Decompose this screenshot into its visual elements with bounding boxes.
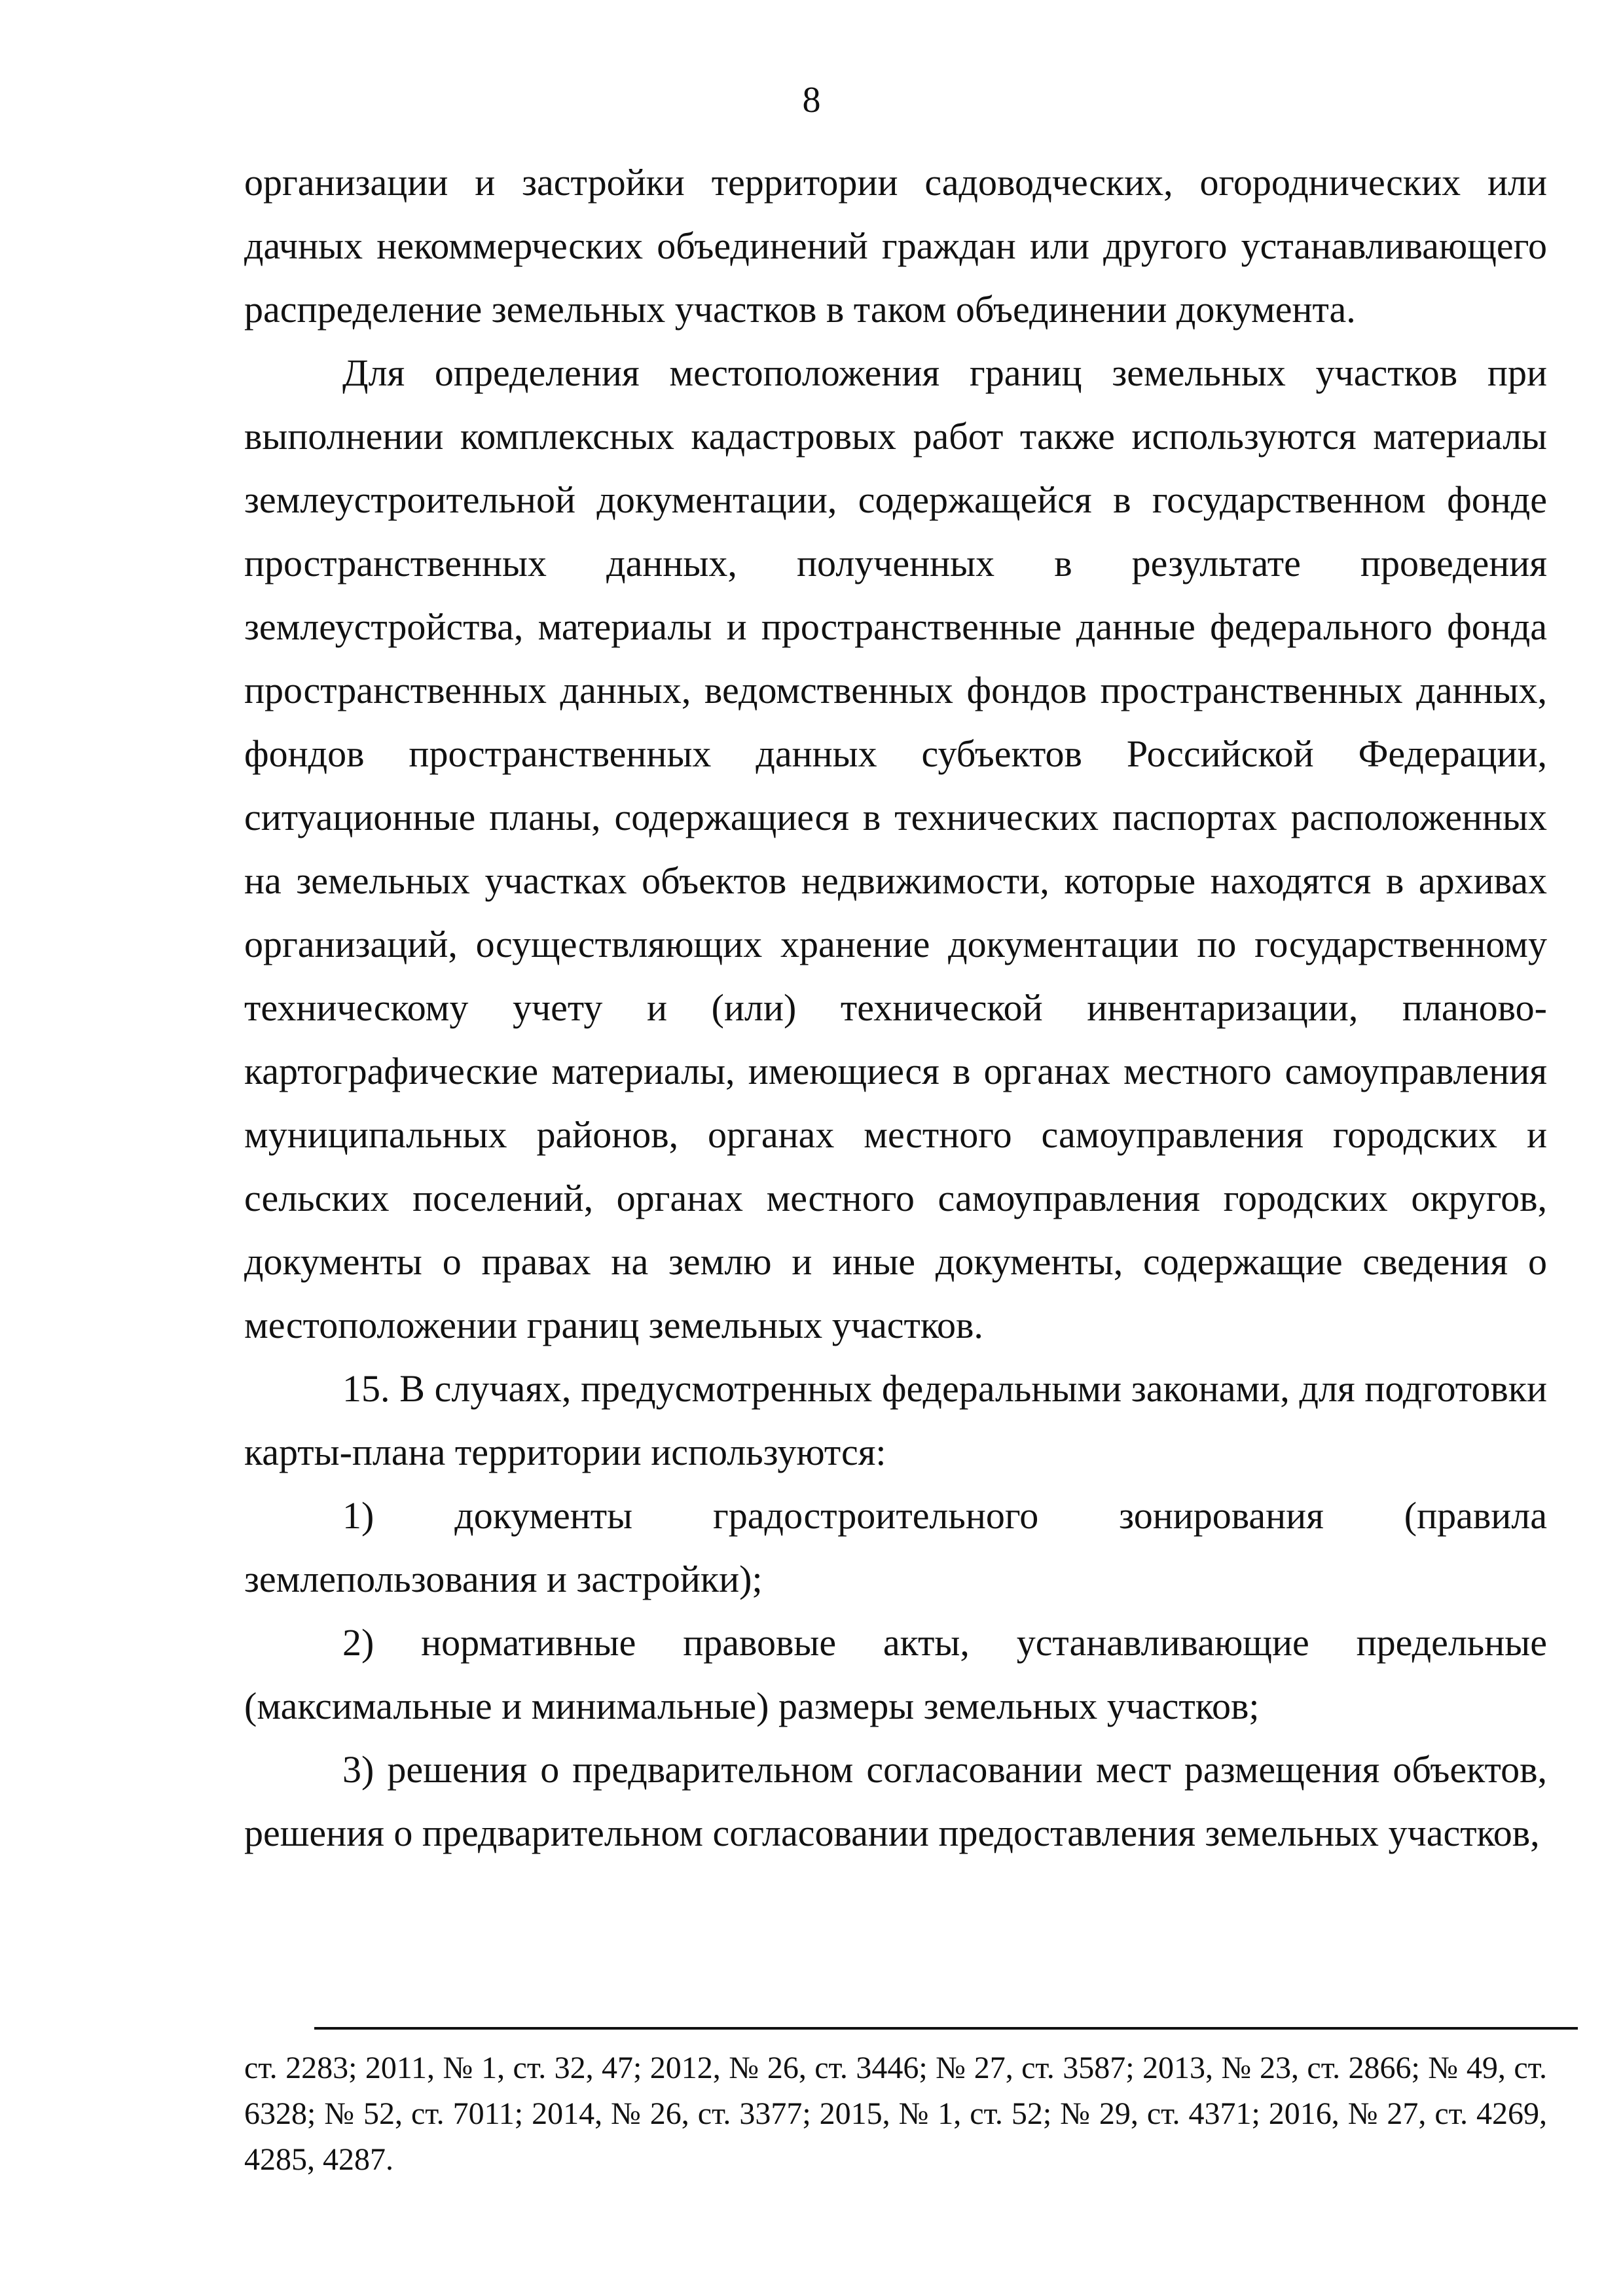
paragraph-item-15: 15. В случаях, предусмотренных федеральными законами, для подготовки карты-плана территории используются: <box>244 1367 1547 1473</box>
footnote-divider <box>314 2027 1578 2030</box>
paragraph-continuation: организации и застройки территории садоводческих, огороднических или дачных некоммерческих объединений граждан или другого устанавливающего распределение земельных участков в таком объединении документа. <box>244 161 1547 331</box>
paragraph-materials: Для определения местоположения границ земельных участков при выполнении комплексных кадастровых работ также используются материалы землеустроительной документации, содержащейся в государственном фонде пространственных данных, полученных в результате проведения землеустройства, материалы и пространственные данные федерального фонда пространственных данных, ведомственных фондов пространственных данных, фондов пространственных данных субъектов Российской Федерации, ситуационные планы, содержащиеся в технических паспортах расположенных на земельных участках объектов недвижимости, которые находятся в архивах организаций, осуществляющих хранение документации по государственному техническому учету и (или) технической инвентаризации, планово-картографические материалы, имеющиеся в органах местного самоуправления муниципальных районов, органах местного самоуправления городских и сельских поселений, органах местного самоуправления городских округов, документы о правах на землю и иные документы, содержащие сведения о местоположении границ земельных участков. <box>244 351 1547 1346</box>
list-item-3: 3) решения о предварительном согласовании мест размещения объектов, решения о предварительном согласовании предоставления земельных участков, <box>244 1748 1547 1854</box>
list-item-2: 2) нормативные правовые акты, устанавливающие предельные (максимальные и минимальные) размеры земельных участков; <box>244 1621 1547 1727</box>
list-item-1: 1) документы градостроительного зонирования (правила землепользования и застройки); <box>244 1494 1547 1600</box>
document-body <box>244 151 1547 1865</box>
page-number: 8 <box>802 80 821 120</box>
footnote-text: ст. 2283; 2011, № 1, ст. 32, 47; 2012, № 26, ст. 3446; № 27, ст. 3587; 2013, № 23, ст. 2866; № 49, ст. 6328; № 52, ст. 7011; 2014, № 26, ст. 3377; 2015, № 1, ст. 52; № 29, ст. 4371; 2016, № 27, ст. 4269, 4285, 4287. <box>244 2051 1547 2177</box>
